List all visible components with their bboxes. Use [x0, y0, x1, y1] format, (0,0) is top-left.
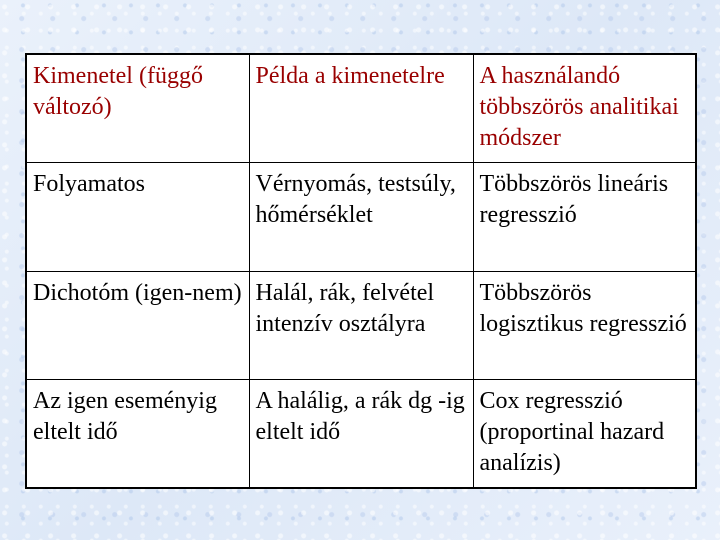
example-cell: A halálig, a rák dg -ig eltelt idő: [249, 380, 473, 489]
header-example-cell: Példa a kimenetelre: [249, 54, 473, 163]
method-cell: Többszörös logisztikus regresszió: [473, 271, 696, 380]
example-cell: Vérnyomás, testsúly, hőmérséklet: [249, 163, 473, 272]
method-cell: Cox regresszió (proportinal hazard analízis): [473, 380, 696, 489]
table-row: [26, 163, 696, 272]
outcome-cell: Folyamatos: [26, 163, 249, 272]
header-outcome-cell: Kimenetel (függő változó): [26, 54, 249, 163]
header-method-cell: A használandó többszörös analitikai módszer: [473, 54, 696, 163]
method-cell: Többszörös lineáris regresszió: [473, 163, 696, 272]
outcome-methods-table: [25, 53, 697, 489]
table-header-row: [26, 54, 696, 163]
table-row: [26, 271, 696, 380]
example-cell: Halál, rák, felvétel intenzív osztályra: [249, 271, 473, 380]
outcome-cell: Dichotóm (igen-nem): [26, 271, 249, 380]
outcome-cell: Az igen eseményig eltelt idő: [26, 380, 249, 489]
table-row: [26, 380, 696, 489]
